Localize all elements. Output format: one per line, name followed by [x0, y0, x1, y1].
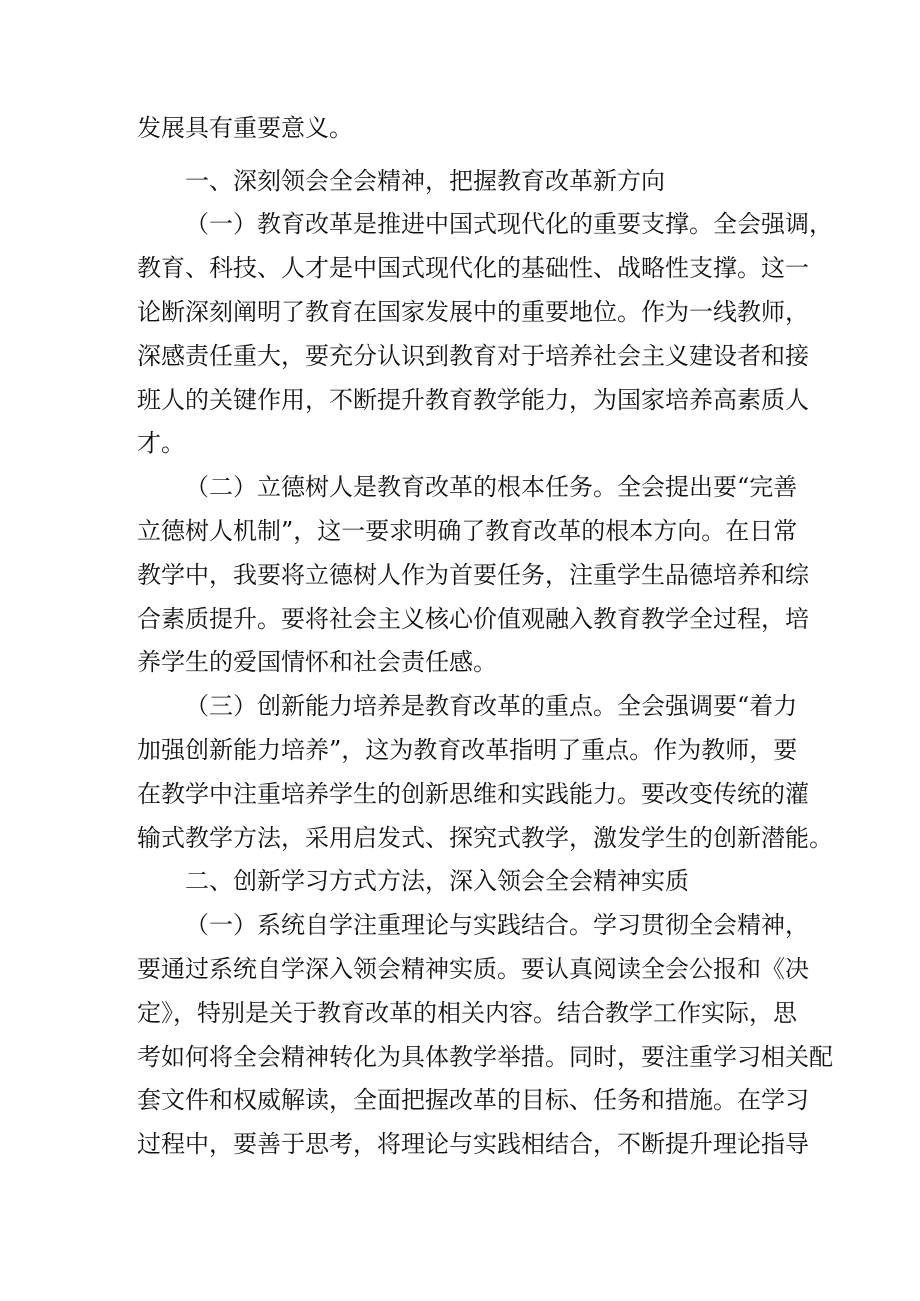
paragraph-line: 定》，特别是关于教育改革的相关内容。结合教学工作实际，思 — [137, 999, 797, 1027]
paragraph-line: 加强创新能力培养”，这为教育改革指明了重点。作为教师，要 — [137, 736, 798, 764]
section-heading-1: 一、深刻领会全会精神，把握教育改革新方向 — [185, 167, 665, 195]
paragraph-line: 立德树人机制”，这一要求明确了教育改革的根本方向。在日常 — [137, 517, 798, 545]
paragraph-line: 在教学中注重培养学生的创新思维和实践能力。要改变传统的灌 — [137, 780, 809, 808]
paragraph-line: 才。 — [137, 429, 185, 457]
paragraph-line: 考如何将全会精神转化为具体教学举措。同时，要注重学习相关配 — [137, 1043, 833, 1071]
paragraph-line: 深感责任重大，要充分认识到教育对于培养社会主义建设者和接 — [137, 342, 809, 370]
paragraph-line: 论断深刻阐明了教育在国家发展中的重要地位。作为一线教师， — [137, 298, 809, 326]
paragraph-line: 套文件和权威解读，全面把握改革的目标、任务和措施。在学习 — [137, 1086, 809, 1114]
paragraph-line: 发展具有重要意义。 — [137, 114, 353, 142]
paragraph-line: （一）教育改革是推进中国式现代化的重要支撑。全会强调， — [185, 210, 833, 238]
paragraph-line: 输式教学方法，采用启发式、探究式教学，激发学生的创新潜能。 — [137, 824, 833, 852]
paragraph-line: 教学中，我要将立德树人作为首要任务，注重学生品德培养和综 — [137, 561, 809, 589]
paragraph-line: （二）立德树人是教育改革的根本任务。全会提出要“完善 — [185, 473, 798, 501]
paragraph-line: 过程中，要善于思考，将理论与实践相结合，不断提升理论指导 — [137, 1130, 809, 1158]
paragraph-line: 合素质提升。要将社会主义核心价值观融入教育教学全过程，培 — [137, 605, 809, 633]
paragraph-line: （一）系统自学注重理论与实践结合。学习贯彻全会精神， — [185, 911, 809, 939]
section-heading-2: 二、创新学习方式方法，深入领会全会精神实质 — [185, 867, 689, 895]
paragraph-line: 养学生的爱国情怀和社会责任感。 — [137, 648, 497, 676]
paragraph-line: 要通过系统自学深入领会精神实质。要认真阅读全会公报和《决 — [137, 955, 809, 983]
paragraph-line: （三）创新能力培养是教育改革的重点。全会强调要“着力 — [185, 692, 798, 720]
paragraph-line: 班人的关键作用，不断提升教育教学能力，为国家培养高素质人 — [137, 386, 809, 414]
paragraph-line: 教育、科技、人才是中国式现代化的基础性、战略性支撑。这一 — [137, 254, 809, 282]
